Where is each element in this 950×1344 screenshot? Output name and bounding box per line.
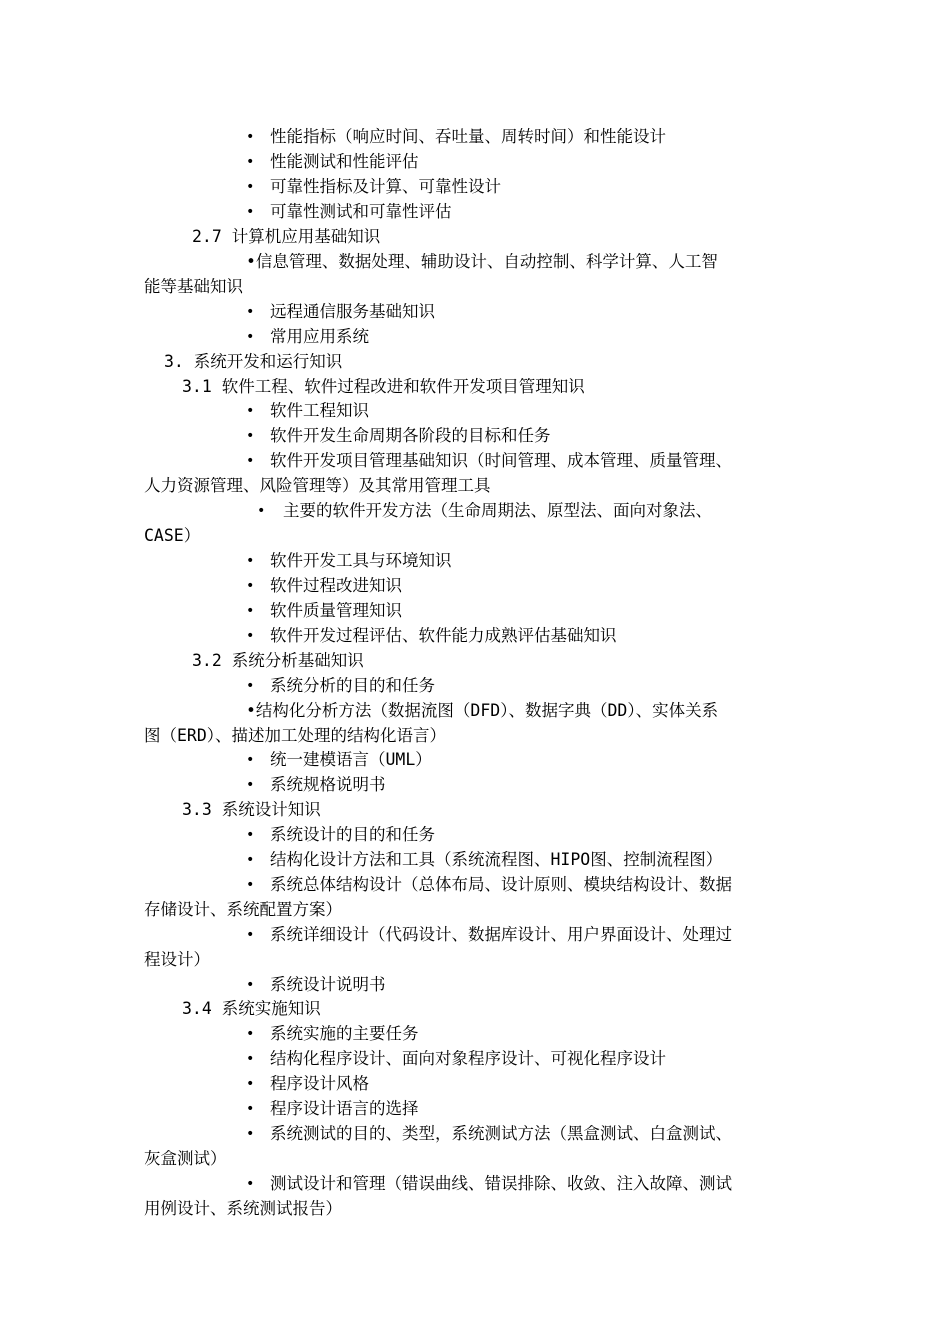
list-item: 软件开发生命周期各阶段的目标和任务	[270, 426, 551, 445]
text-line: •信息管理、数据处理、辅助设计、自动控制、科学计算、人工智	[246, 252, 718, 271]
list-item: 软件工程知识	[270, 401, 369, 420]
text-line: 人力资源管理、风险管理等）及其常用管理工具	[144, 476, 491, 495]
list-item: 系统实施的主要任务	[270, 1024, 419, 1043]
bullet-icon: •	[246, 428, 255, 444]
bullet-icon: •	[246, 678, 255, 694]
list-item: 系统总体结构设计（总体布局、设计原则、模块结构设计、数据	[270, 875, 732, 894]
bullet-icon: •	[246, 777, 255, 793]
list-item: 系统详细设计（代码设计、数据库设计、用户界面设计、处理过	[270, 925, 732, 944]
list-item: 系统分析的目的和任务	[270, 676, 435, 695]
bullet-icon: •	[246, 1176, 255, 1192]
bullet-icon: •	[246, 927, 255, 943]
list-item: 软件质量管理知识	[270, 601, 402, 620]
list-item: 可靠性测试和可靠性评估	[270, 202, 452, 221]
bullet-icon: •	[246, 453, 255, 469]
text-line: 用例设计、系统测试报告）	[144, 1199, 342, 1218]
list-item: 软件开发工具与环境知识	[270, 551, 452, 570]
text-line: 3. 系统开发和运行知识	[164, 352, 343, 371]
bullet-icon: •	[257, 503, 266, 519]
list-item: 系统测试的目的、类型，系统测试方法（黑盒测试、白盒测试、	[270, 1124, 732, 1143]
text-line: 3.2 系统分析基础知识	[192, 651, 364, 670]
list-item: 系统设计说明书	[270, 975, 386, 994]
text-line: 3.3 系统设计知识	[182, 800, 321, 819]
text-line: CASE）	[144, 526, 201, 545]
list-item: 常用应用系统	[270, 327, 369, 346]
list-item: 性能测试和性能评估	[270, 152, 419, 171]
text-line: 灰盒测试）	[144, 1149, 227, 1168]
list-item: 系统规格说明书	[270, 775, 386, 794]
list-item: 软件过程改进知识	[270, 576, 402, 595]
bullet-icon: •	[246, 129, 255, 145]
bullet-icon: •	[246, 1076, 255, 1092]
text-line: 能等基础知识	[144, 277, 243, 296]
list-item: 可靠性指标及计算、可靠性设计	[270, 177, 501, 196]
list-item: 软件开发过程评估、软件能力成熟评估基础知识	[270, 626, 617, 645]
bullet-icon: •	[246, 1126, 255, 1142]
bullet-icon: •	[246, 628, 255, 644]
bullet-icon: •	[246, 1101, 255, 1117]
list-item: 系统设计的目的和任务	[270, 825, 435, 844]
list-item: 程序设计语言的选择	[270, 1099, 419, 1118]
bullet-icon: •	[246, 852, 255, 868]
list-item: 性能指标（响应时间、吞吐量、周转时间）和性能设计	[270, 127, 666, 146]
text-line: 图（ERD）、描述加工处理的结构化语言）	[144, 726, 447, 745]
text-line: 2.7 计算机应用基础知识	[192, 227, 381, 246]
bullet-icon: •	[246, 403, 255, 419]
text-line: 程设计）	[144, 950, 210, 969]
bullet-icon: •	[246, 553, 255, 569]
list-item: 结构化设计方法和工具（系统流程图、HIPO图、控制流程图）	[270, 850, 723, 869]
bullet-icon: •	[246, 154, 255, 170]
bullet-icon: •	[246, 877, 255, 893]
bullet-icon: •	[246, 1026, 255, 1042]
bullet-icon: •	[246, 179, 255, 195]
text-line: 3.1 软件工程、软件过程改进和软件开发项目管理知识	[182, 377, 585, 396]
list-item: 远程通信服务基础知识	[270, 302, 435, 321]
text-line: •结构化分析方法（数据流图（DFD）、数据字典（DD）、实体关系	[246, 701, 719, 720]
bullet-icon: •	[246, 1051, 255, 1067]
list-item: 结构化程序设计、面向对象程序设计、可视化程序设计	[270, 1049, 666, 1068]
bullet-icon: •	[246, 827, 255, 843]
list-item: 测试设计和管理（错误曲线、错误排除、收敛、注入故障、测试	[270, 1174, 732, 1193]
list-item: 程序设计风格	[270, 1074, 369, 1093]
list-item: 主要的软件开发方法（生命周期法、原型法、面向对象法、	[283, 501, 712, 520]
bullet-icon: •	[246, 603, 255, 619]
bullet-icon: •	[246, 752, 255, 768]
list-item: 统一建模语言（UML）	[270, 750, 432, 769]
list-item: 软件开发项目管理基础知识（时间管理、成本管理、质量管理、	[270, 451, 732, 470]
bullet-icon: •	[246, 977, 255, 993]
bullet-icon: •	[246, 578, 255, 594]
text-line: 3.4 系统实施知识	[182, 999, 321, 1018]
bullet-icon: •	[246, 304, 255, 320]
bullet-icon: •	[246, 204, 255, 220]
text-line: 存储设计、系统配置方案）	[144, 900, 342, 919]
bullet-icon: •	[246, 329, 255, 345]
